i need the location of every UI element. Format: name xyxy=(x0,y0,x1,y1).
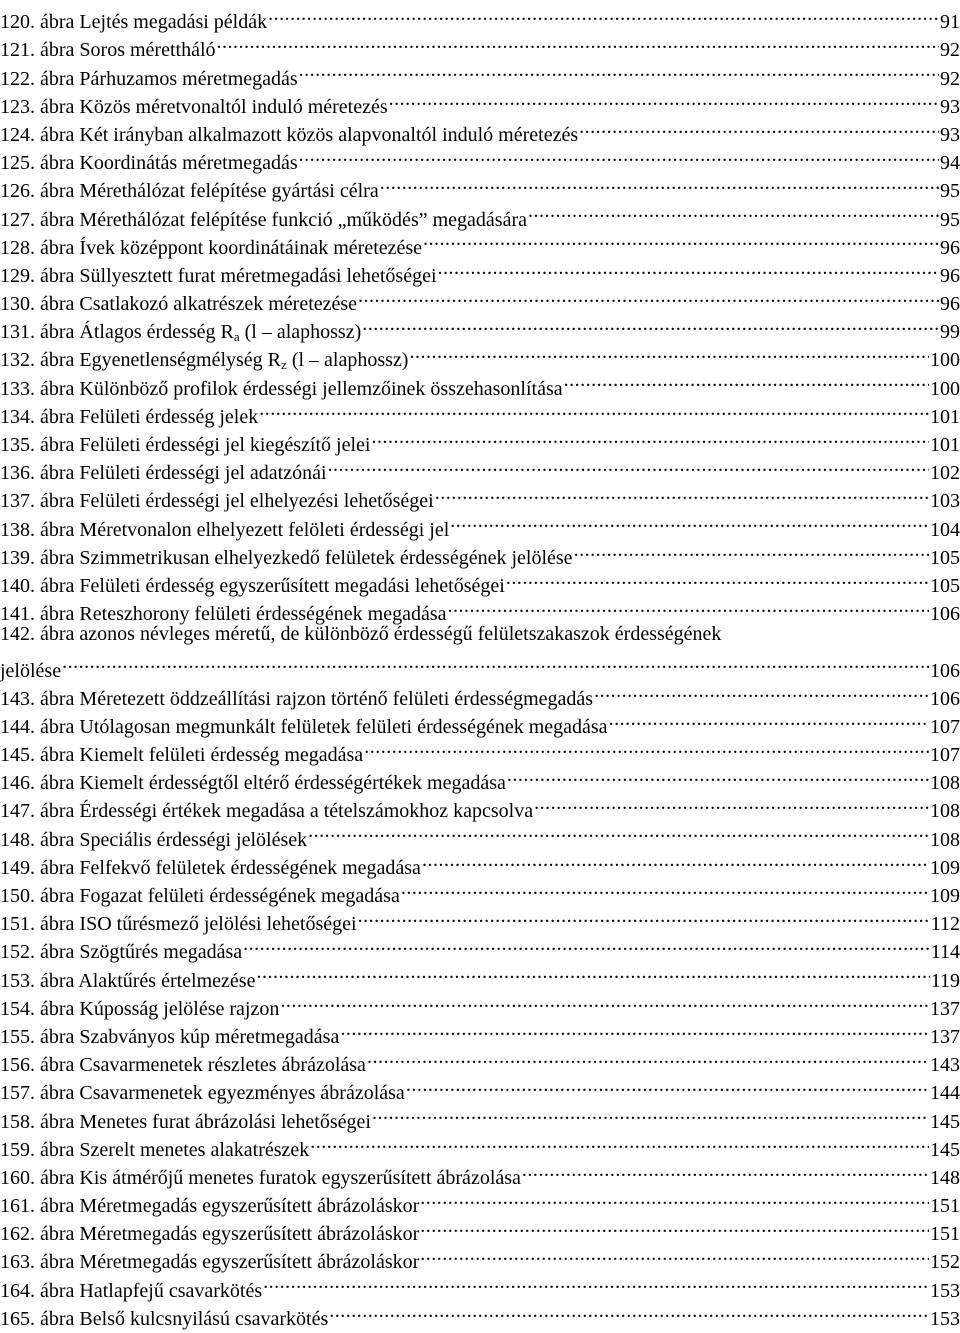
toc-entry-label: 159. ábra Szerelt menetes alakatrészek xyxy=(0,1138,310,1161)
toc-entry[interactable] xyxy=(0,930,960,964)
toc-entry[interactable] xyxy=(0,197,960,231)
toc-entry-label-end: (l – alaphossz) xyxy=(239,321,362,344)
toc-entry-label: 127. ábra Mérethálózat felépítése funkció „működés” megadására xyxy=(0,208,527,231)
dot-leader xyxy=(422,846,929,874)
dot-leader xyxy=(372,1099,929,1127)
toc-entry-page: 103 xyxy=(929,487,960,515)
toc-entry-page: 95 xyxy=(939,206,960,234)
toc-entry-page: 151 xyxy=(929,1192,960,1220)
toc-entry-page: 153 xyxy=(929,1277,960,1305)
dot-leader xyxy=(406,1071,929,1099)
toc-entry-page: 108 xyxy=(929,769,960,797)
toc-entry-label: 128. ábra Ívek középpont koordinátáinak méretezése xyxy=(0,236,423,259)
toc-entry-label: 140. ábra Felületi érdesség egyszerűsített megadási lehetőségei xyxy=(0,574,505,597)
dot-leader xyxy=(420,1240,929,1268)
toc-entry-label: 147. ábra Érdességi értékek megadása a tételszámokhoz kapcsolva xyxy=(0,800,534,823)
toc-entry[interactable] xyxy=(0,874,960,908)
dot-leader xyxy=(594,677,929,705)
toc-entry-label: 152. ábra Szögtűrés megadása xyxy=(0,941,243,964)
dot-leader xyxy=(299,141,939,169)
toc-entry[interactable] xyxy=(0,310,960,345)
dot-leader xyxy=(259,395,929,423)
toc-entry-page: 109 xyxy=(929,854,960,882)
dot-leader xyxy=(329,1297,929,1325)
dot-leader xyxy=(280,987,929,1015)
toc-entry-label: 139. ábra Szimmetrikusan elhelyezkedő felületek érdességének jelölése xyxy=(0,546,573,569)
toc-entry-page: 105 xyxy=(929,544,960,572)
toc-entry-page: 100 xyxy=(929,375,960,403)
dot-leader xyxy=(263,1268,929,1296)
toc-entry-page: 94 xyxy=(939,149,960,177)
dot-leader xyxy=(420,1184,929,1212)
toc-entry-label: 154. ábra Kúposság jelölése rajzon xyxy=(0,997,280,1020)
toc-entry-label: 163. ábra Méretmegadás egyszerűsített ábrázoláskor xyxy=(0,1251,420,1274)
toc-entry-label: 121. ábra Soros mérettháló xyxy=(0,39,216,62)
toc-entry-label-end: (l – alaphossz) xyxy=(286,349,409,372)
toc-entry[interactable] xyxy=(0,254,960,287)
toc-entry-label: 146. ábra Kiemelt érdességtől eltérő érdességértékek megadása xyxy=(0,772,506,795)
toc-entry[interactable] xyxy=(0,705,960,738)
dot-leader xyxy=(389,85,939,113)
dot-leader xyxy=(438,254,939,282)
toc-entry-label: 148. ábra Speciális érdességi jelölések xyxy=(0,828,308,851)
subscript-z: z xyxy=(281,357,287,373)
toc-entry-page: 108 xyxy=(929,797,960,825)
dot-leader xyxy=(507,761,929,789)
toc-entry[interactable] xyxy=(0,0,960,34)
toc-entry-label: 157. ábra Csavarmenetek egyezményes ábrázolása xyxy=(0,1082,405,1105)
toc-entry[interactable] xyxy=(0,366,960,400)
toc-entry-label-start: 132. ábra Egyenetlenségmélység R xyxy=(0,349,282,372)
dot-leader xyxy=(423,226,939,254)
dot-leader xyxy=(364,733,929,761)
toc-entry[interactable] xyxy=(0,987,960,1020)
toc-entry-label: 136. ábra Felületi érdességi jel adatzónái xyxy=(0,462,327,485)
dot-leader xyxy=(308,817,929,845)
toc-entry-page: 93 xyxy=(939,93,960,121)
toc-entry[interactable] xyxy=(0,141,960,175)
dot-leader xyxy=(268,0,939,28)
dot-leader xyxy=(420,1212,929,1240)
dot-leader xyxy=(367,1043,929,1071)
toc-entry-label: 162. ábra Méretmegadás egyszerűsített ábrázoláskor xyxy=(0,1223,420,1246)
dot-leader xyxy=(435,479,929,507)
toc-entry-label: 135. ábra Felületi érdességi jel kiegészítő jelei xyxy=(0,434,371,456)
toc-entry[interactable] xyxy=(0,1240,960,1274)
dot-leader xyxy=(299,56,939,84)
toc-entry-label: 138. ábra Méretvonalon elhelyezett felöleti érdességi jel xyxy=(0,518,450,541)
toc-entry[interactable] xyxy=(0,1156,960,1189)
toc-entry-page: 119 xyxy=(930,967,960,995)
toc-entry-page: 95 xyxy=(939,177,960,205)
dot-leader xyxy=(506,564,929,592)
toc-entry-page: 107 xyxy=(929,741,960,769)
toc-entry[interactable] xyxy=(0,56,960,90)
toc-entry-page: 101 xyxy=(929,431,960,459)
toc-entry-page: 106 xyxy=(929,657,960,685)
toc-entry-page: 96 xyxy=(939,234,960,262)
toc-entry-label: 149. ábra Felfekvő felületek érdességének megadása xyxy=(0,856,421,879)
toc-entry-label: 126. ábra Mérethálózat felépítése gyártási célra xyxy=(0,180,379,203)
toc-entry-page: 91 xyxy=(939,8,960,36)
toc-entry[interactable] xyxy=(0,169,960,203)
toc-entry[interactable] xyxy=(0,479,960,513)
toc-entry[interactable] xyxy=(0,1071,960,1105)
dot-leader xyxy=(609,705,929,733)
toc-entry-label: 150. ábra Fogazat felületi érdességének megadása xyxy=(0,885,400,908)
toc-entry-label: 141. ábra Reteszhorony felületi érdességének megadása xyxy=(0,603,447,626)
toc-entry-label: 130. ábra Csatlakozó alkatrészek méretezése xyxy=(0,293,358,316)
toc-entry-label: 161. ábra Méretmegadás egyszerűsített ábrázoláskor xyxy=(0,1195,420,1218)
toc-entry-label: 124. ábra Két irányban alkalmazott közös alapvonaltól induló méretezés xyxy=(0,123,579,146)
toc-entry[interactable] xyxy=(0,789,960,823)
toc-entry[interactable] xyxy=(0,282,960,316)
dot-leader xyxy=(328,451,929,479)
toc-entry-label: 153. ábra Alaktűrés értelmezése xyxy=(0,969,256,992)
toc-entry-label: 151. ábra ISO tűrésmező jelölési lehetőségei xyxy=(0,913,357,936)
dot-leader xyxy=(574,536,929,564)
toc-entry-page: 114 xyxy=(930,938,960,966)
toc-entry-label: 156. ábra Csavarmenetek részletes ábrázolása xyxy=(0,1054,366,1077)
toc-entry[interactable] xyxy=(0,113,960,146)
toc-entry[interactable] xyxy=(0,761,960,795)
toc-entry-page: 92 xyxy=(939,36,960,64)
toc-entry[interactable] xyxy=(0,1015,960,1048)
dot-leader xyxy=(522,1156,929,1184)
toc-entry-label: 123. ábra Közös méretvonaltól induló méretezés xyxy=(0,95,388,118)
toc-entry-label: 125. ábra Koordinátás méretmegadás xyxy=(0,152,298,175)
dot-leader xyxy=(371,423,929,451)
toc-entry-label: jelölése xyxy=(0,659,62,682)
toc-entry-page: 106 xyxy=(929,685,960,713)
toc-entry[interactable] xyxy=(0,677,960,710)
toc-entry-page: 99 xyxy=(939,318,960,346)
dot-leader xyxy=(401,874,929,902)
toc-entry-label: 133. ábra Különböző profilok érdességi jellemzőinek összehasonlítása xyxy=(0,377,563,400)
toc-entry-label: 137. ábra Felületi érdességi jel elhelyezési lehetőségei xyxy=(0,490,434,513)
dot-leader xyxy=(217,28,940,56)
toc-entry-label: 155. ábra Szabványos kúp méretmegadása xyxy=(0,1025,340,1048)
toc-entry[interactable] xyxy=(0,507,960,541)
toc-entry[interactable] xyxy=(0,902,960,936)
dot-leader xyxy=(62,648,929,676)
dot-leader xyxy=(579,113,939,141)
toc-entry[interactable] xyxy=(0,564,960,597)
toc-entry[interactable] xyxy=(0,1212,960,1246)
toc-entry-page: 102 xyxy=(929,459,960,487)
toc-entry-label-line1: 142. ábra azonos névleges méretű, de különböző érdességű felületszakaszok érdességének xyxy=(0,623,722,646)
subscript-a: a xyxy=(233,329,240,345)
toc-entry[interactable] xyxy=(0,1128,960,1161)
toc-entry-page: 100 xyxy=(929,346,960,374)
toc-entry[interactable] xyxy=(0,1184,960,1218)
toc-entry-label: 144. ábra Utólagosan megmunkált felületek felületi érdességének megadása xyxy=(0,715,608,738)
dot-leader xyxy=(358,282,939,310)
toc-entry-page: 137 xyxy=(929,995,960,1023)
toc-entry-label: 165. ábra Belső kulcsnyilású csavarkötés xyxy=(0,1307,329,1330)
toc-entry-page: 112 xyxy=(930,910,960,938)
toc-entry-page: 96 xyxy=(939,262,960,290)
toc-entry[interactable] xyxy=(0,1268,960,1302)
toc-entry-label: 164. ábra Hatlapfejű csavarkötés xyxy=(0,1279,263,1302)
dot-leader xyxy=(340,1015,929,1043)
toc-entry-page: 145 xyxy=(929,1108,960,1136)
toc-entry[interactable] xyxy=(0,817,960,851)
toc-entry[interactable] xyxy=(0,1043,960,1077)
toc-entry-label: 145. ábra Kiemelt felületi érdesség megadása xyxy=(0,744,364,767)
toc-entry-page: 137 xyxy=(929,1023,960,1051)
dot-leader xyxy=(528,197,939,225)
toc-entry-page: 108 xyxy=(929,826,960,854)
toc-entry-label: 120. ábra Lejtés megadási példák xyxy=(0,11,268,34)
toc-entry[interactable] xyxy=(0,592,960,626)
toc-entry-label: 129. ábra Süllyesztett furat méretmegadási lehetőségei xyxy=(0,264,437,287)
dot-leader xyxy=(534,789,929,817)
dot-leader xyxy=(358,902,930,930)
toc-entry-page: 153 xyxy=(929,1305,960,1333)
toc-entry-page: 92 xyxy=(939,65,960,93)
toc-entry[interactable] xyxy=(0,451,960,485)
dot-leader xyxy=(564,366,929,394)
toc-entry[interactable] xyxy=(0,958,960,992)
toc-entry-page: 93 xyxy=(939,121,960,149)
dot-leader xyxy=(380,169,939,197)
toc-entry-label: 134. ábra Felületi érdesség jelek xyxy=(0,405,259,428)
toc-entry[interactable] xyxy=(0,338,960,373)
toc-entry[interactable] xyxy=(0,85,960,118)
dot-leader xyxy=(447,592,929,620)
toc-entry-label: 143. ábra Méretezett öddzeállítási rajzon történő felületi érdességmegadás xyxy=(0,687,594,710)
toc-entry[interactable] xyxy=(0,1297,960,1330)
toc-entry[interactable] xyxy=(0,620,960,682)
dot-leader xyxy=(409,338,929,366)
dot-leader xyxy=(310,1128,929,1156)
dot-leader xyxy=(362,310,939,338)
toc-entry-label: 158. ábra Menetes furat ábrázolási lehetőségei xyxy=(0,1110,371,1133)
toc-entry-page: 106 xyxy=(929,600,960,628)
toc-entry-page: 96 xyxy=(939,290,960,318)
toc-entry-label: 160. ábra Kis átmérőjű menetes furatok egyszerűsített ábrázolása xyxy=(0,1166,521,1189)
toc-entry-page: 105 xyxy=(929,572,960,600)
dot-leader xyxy=(256,958,929,986)
toc-entry-page: 151 xyxy=(929,1220,960,1248)
toc-entry[interactable] xyxy=(0,846,960,879)
toc-entry[interactable] xyxy=(0,423,960,456)
toc-entry-page: 144 xyxy=(929,1079,960,1107)
toc-entry-page: 109 xyxy=(929,882,960,910)
toc-entry-page: 101 xyxy=(929,403,960,431)
toc-entry[interactable] xyxy=(0,395,960,428)
toc-entry-page: 143 xyxy=(929,1051,960,1079)
toc-entry[interactable] xyxy=(0,1099,960,1133)
toc-entry[interactable] xyxy=(0,226,960,259)
toc-entry-page: 104 xyxy=(929,516,960,544)
dot-leader xyxy=(243,930,930,958)
toc-entry-label-start: 131. ábra Átlagos érdesség R xyxy=(0,321,234,344)
toc-entry-page: 107 xyxy=(929,713,960,741)
toc-entry-page: 148 xyxy=(929,1164,960,1192)
toc-entry[interactable] xyxy=(0,733,960,767)
dot-leader xyxy=(450,507,929,535)
toc-entry-page: 152 xyxy=(929,1248,960,1276)
toc-entry[interactable] xyxy=(0,28,960,62)
toc-entry[interactable] xyxy=(0,536,960,569)
toc-entry-page: 145 xyxy=(929,1136,960,1164)
toc-entry-label: 122. ábra Párhuzamos méretmegadás xyxy=(0,67,298,90)
